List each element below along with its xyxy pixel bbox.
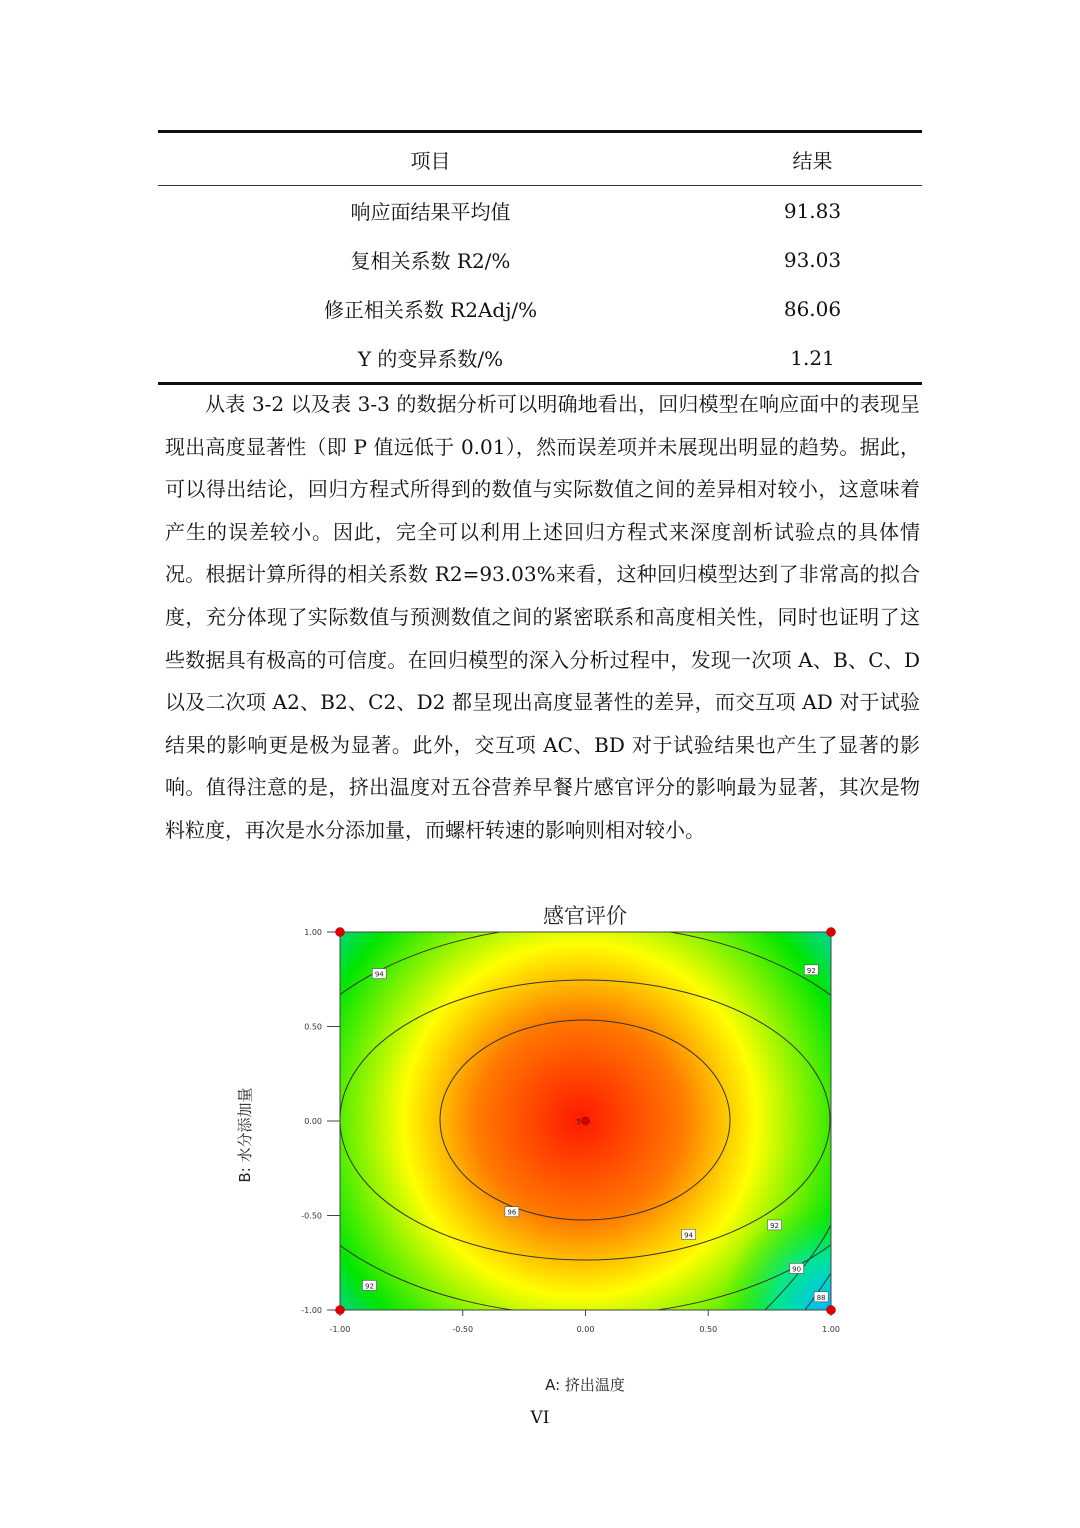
table-cell-value: 1.21 (790, 345, 835, 370)
contour-label: 94 (374, 970, 384, 979)
page-number: VI (530, 1408, 550, 1428)
x-tick-label: 1.00 (822, 1325, 840, 1334)
x-tick-label: -1.00 (329, 1325, 351, 1334)
body-paragraph (165, 383, 920, 852)
design-point (827, 1306, 836, 1315)
table-row (158, 235, 922, 284)
table-cell-value: 86.06 (783, 296, 842, 321)
contour-label: 88 (816, 1293, 826, 1302)
result-table (158, 130, 922, 385)
y-tick-label: -1.00 (301, 1306, 322, 1315)
design-point (336, 928, 345, 937)
y-tick-label: -0.50 (301, 1211, 322, 1221)
design-point (827, 928, 836, 937)
y-tick-label: 0.50 (304, 1022, 322, 1032)
x-tick-label: -0.50 (452, 1325, 474, 1334)
contour-label: 92 (806, 966, 816, 975)
table-cell-item: 响应面结果平均值 (350, 200, 511, 224)
y-tick-label: 0.00 (304, 1117, 322, 1126)
contour-label: 96 (507, 1208, 517, 1217)
y-tick-label: 1.00 (304, 928, 322, 937)
table-cell-value: 91.83 (783, 198, 842, 223)
table-header-row (158, 133, 922, 185)
body-paragraph-text: 从表 3-2 以及表 3-3 的数据分析可以明确地看出，回归模型在响应面中的表现呈现出高度显著性（即 P 值远低于 0.01），然而误差项并未展现出明显的趋势。据此，可以得出结论，回归方程式所得到的数值与实际数值之间的差异相对较小，这意味着产生的误差较小。因此，完全可以利用上述回归方程式来深度剖析试验点的具体情况。根据计算所得的相关系数 R2=93.03%来看，这种回归模型达到了非常高的拟合度，充分体现了实际数值与预测数值之间的紧密联系和高度相关性，同时也证明了这些数据具有极高的可信度。在回归模型的深入分析过程中，发现一次项 A、B、C、D 以及二次项 A2、B2、C2、D2 都呈现出高度显著性的差异，而交互项 AD 对于试验结果的影响更是极为显著。此外，交互项 AC、BD 对于试验结果也产生了显著的影响。值得注意的是，挤出温度对五谷营养早餐片感官评分的影响最为显著，其次是物料粒度，再次是水分添加量，而螺杆转速的影响则相对较小。 (165, 392, 920, 842)
table-cell-item: 复相关系数 R2/% (350, 249, 511, 273)
table-header-result: 结果 (792, 148, 833, 173)
x-tick-label: 0.50 (699, 1325, 718, 1334)
chart-title: 感官评价 (543, 904, 627, 928)
table-cell-item: 修正相关系数 R2Adj/% (323, 298, 538, 322)
contour-label: 92 (364, 1282, 374, 1291)
contour-label: 92 (770, 1221, 779, 1230)
contour-label: 94 (684, 1231, 694, 1240)
x-tick-label: 0.00 (576, 1325, 595, 1334)
table-cell-item: Y 的变异系数/% (357, 347, 504, 371)
y-axis-label: B: 水分添加量 (236, 1087, 254, 1183)
heat-surface (265, 925, 880, 1315)
table-cell-value: 93.03 (783, 247, 842, 272)
table-header-item: 项目 (410, 148, 451, 173)
contour-figure (220, 895, 880, 1405)
center-point (582, 1117, 590, 1125)
design-point (336, 1306, 345, 1315)
table-row (158, 333, 922, 382)
contour-label: 90 (792, 1265, 802, 1274)
table-row (158, 284, 922, 333)
table-row (158, 186, 922, 235)
center-point-label: 5 (576, 1118, 581, 1126)
x-axis-label: A: 挤出温度 (545, 1376, 625, 1394)
contour-chart (220, 895, 880, 1405)
